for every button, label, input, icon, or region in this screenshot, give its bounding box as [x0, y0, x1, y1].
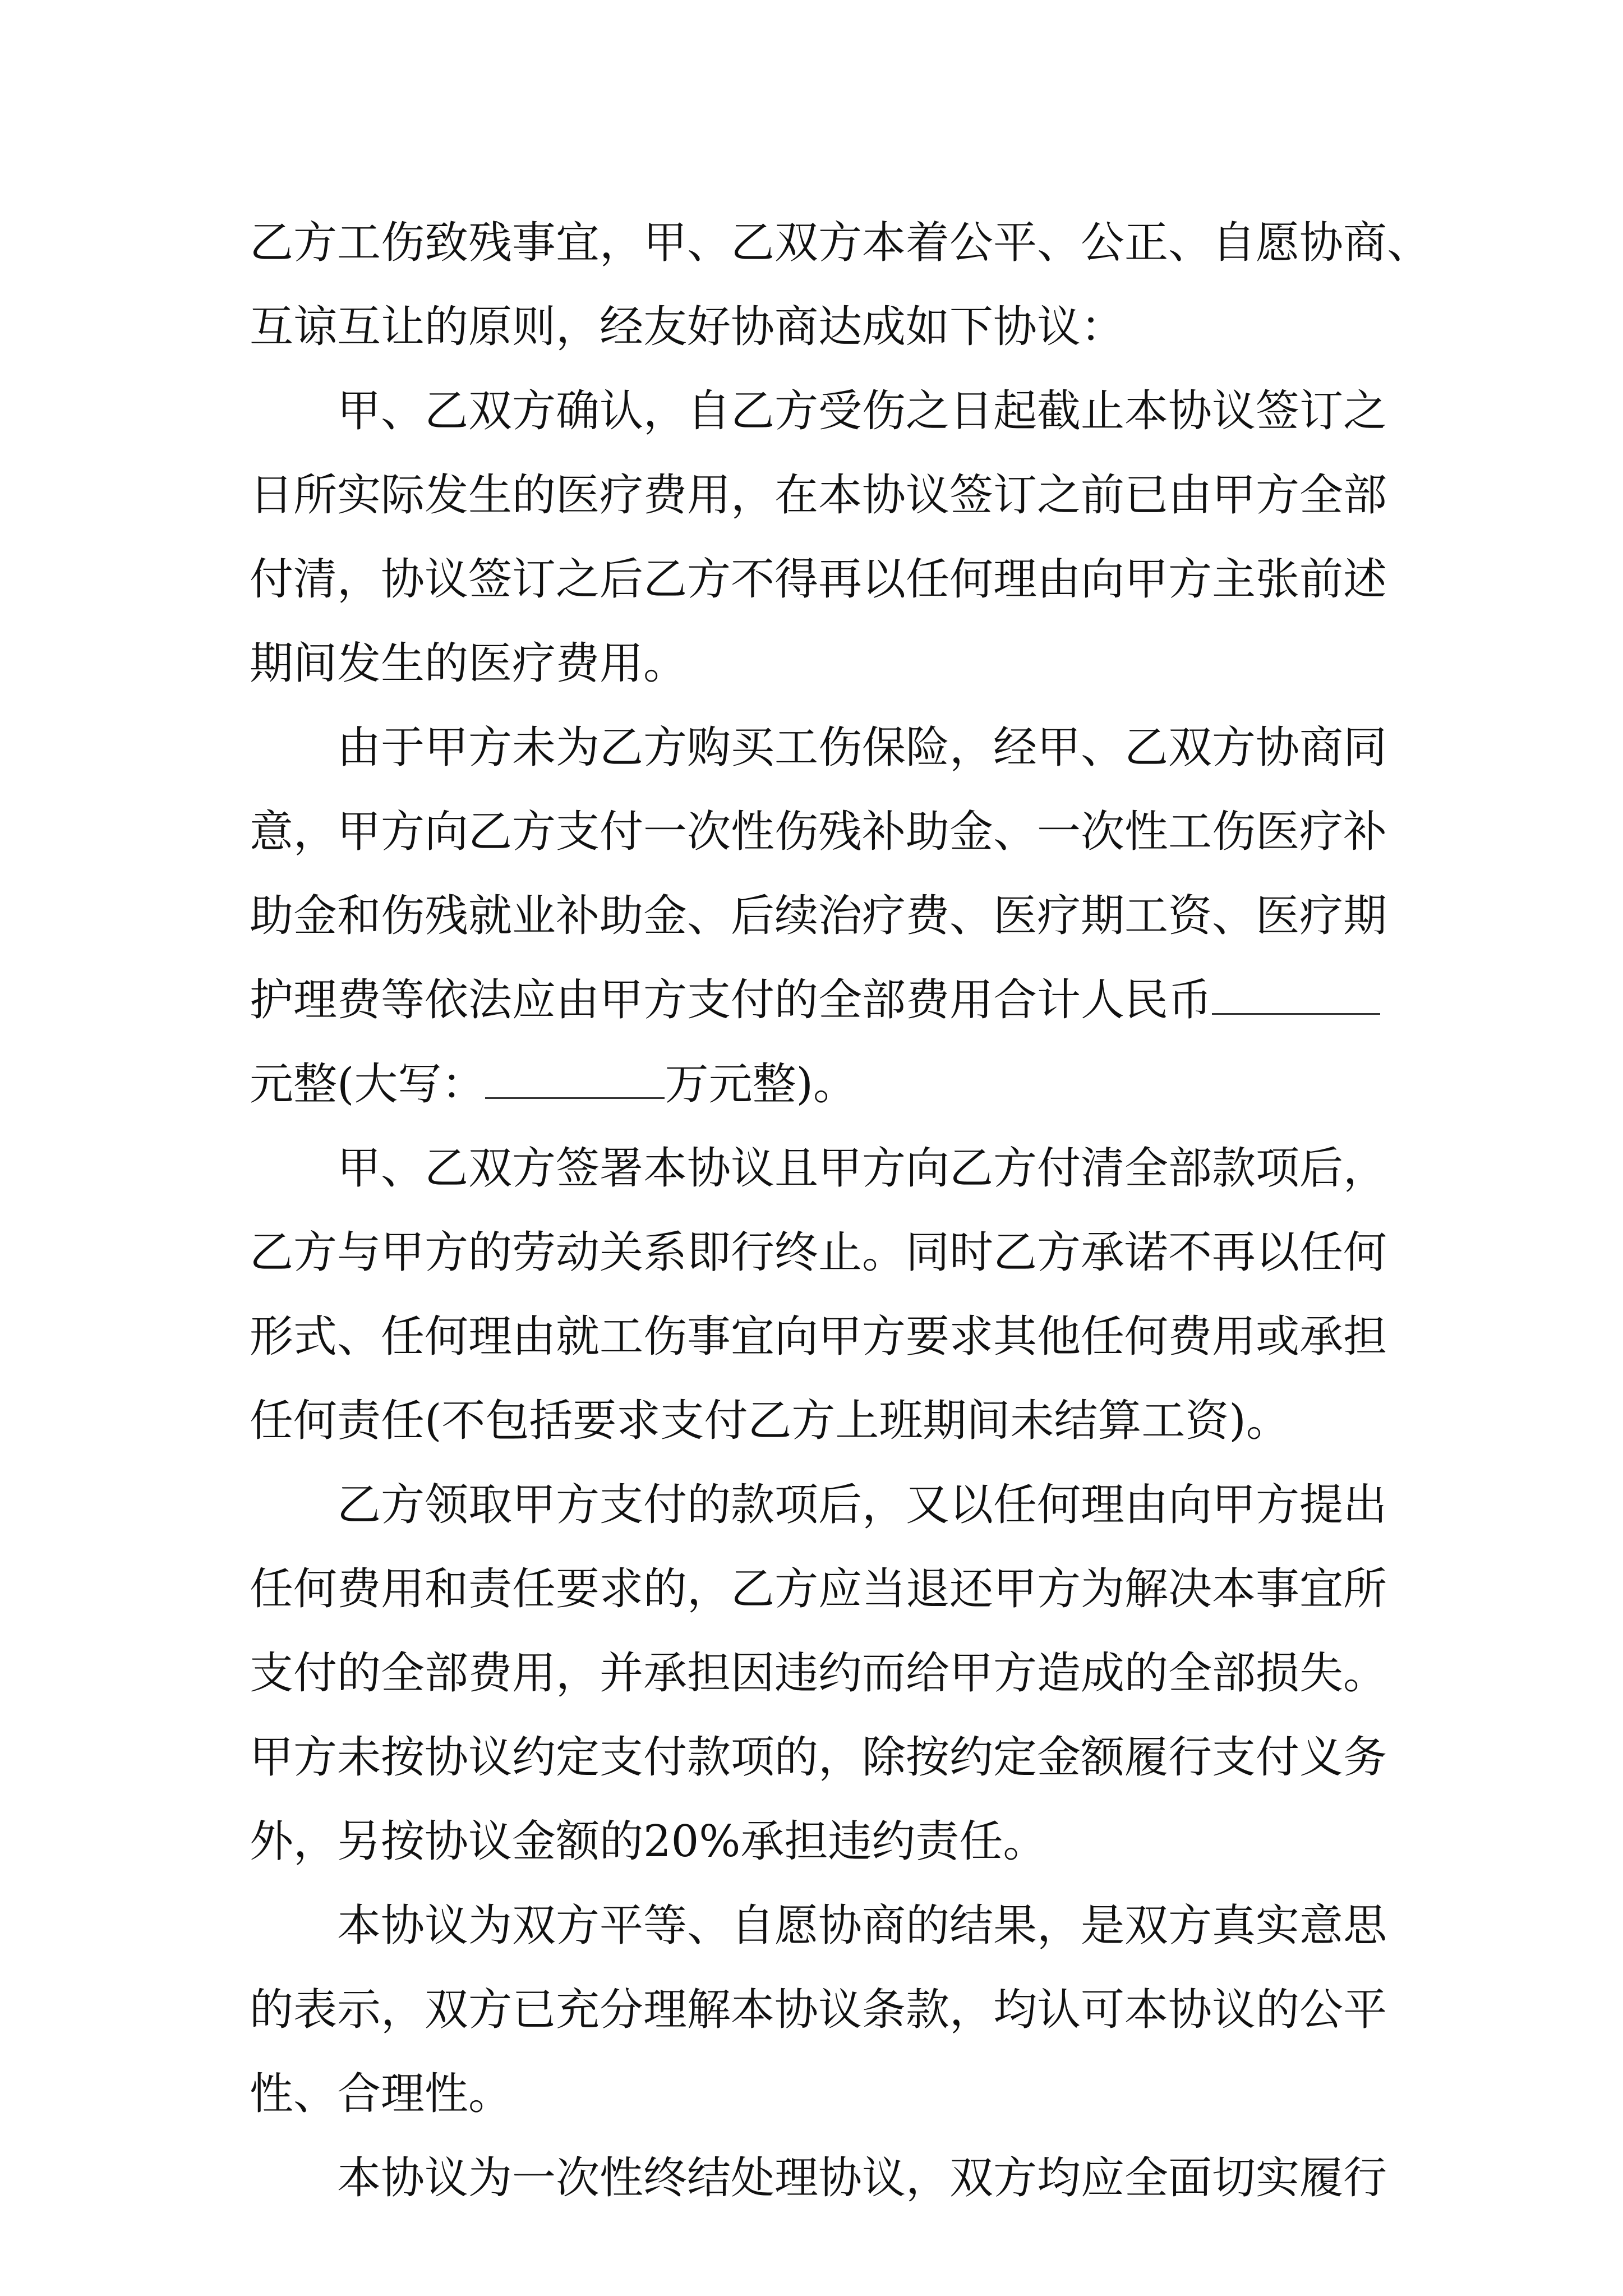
text-line: 互谅互让的原则，经友好协商达成如下协议： — [250, 302, 1125, 352]
text-line — [250, 958, 1371, 1042]
paragraph-breach-line: 乙方领取甲方支付的款项后，又以任何理由向甲方提出 — [337, 1480, 1387, 1530]
text-line — [250, 1042, 1371, 1126]
paragraph-medical-fees-line: 甲、乙双方确认，自乙方受伤之日起截止本协议签订之 — [337, 386, 1387, 436]
text-segment: 护理费等依法应由甲方支付的全部费用合计人民币 — [250, 975, 1212, 1025]
amount-in-words-blank — [485, 1062, 665, 1099]
text-segment: 元整(大写： — [250, 1059, 486, 1110]
text-line: 性、合理性。 — [250, 2069, 513, 2119]
paragraph-termination-line: 甲、乙双方签署本协议且甲方向乙方付清全部款项后， — [337, 1143, 1387, 1194]
paragraph-voluntary-line: 本协议为双方平等、自愿协商的结果，是双方真实意思 — [337, 1901, 1387, 1951]
text-line: 意，甲方向乙方支付一次性伤残补助金、一次性工伤医疗补 — [250, 807, 1387, 857]
text-line: 期间发生的医疗费用。 — [250, 638, 688, 689]
text-line: 助金和伤残就业补助金、后续治疗费、医疗期工资、医疗期 — [250, 891, 1387, 941]
text-line: 任何费用和责任要求的，乙方应当退还甲方为解决本事宜所 — [250, 1564, 1387, 1614]
text-line: 日所实际发生的医疗费用，在本协议签订之前已由甲方全部 — [250, 470, 1387, 521]
paragraph-final-settlement-line: 本协议为一次性终结处理协议，双方均应全面切实履行 — [337, 2153, 1387, 2203]
agreement-body — [250, 201, 1431, 2220]
text-line: 的表示，双方已充分理解本协议条款，均认可本协议的公平 — [250, 1985, 1387, 2035]
text-line: 乙方工伤致残事宜，甲、乙双方本着公平、公正、自愿协商、 — [250, 218, 1431, 268]
text-line: 形式、任何理由就工伤事宜向甲方要求其他任何费用或承担 — [250, 1312, 1387, 1362]
text-line: 任何责任(不包括要求支付乙方上班期间未结算工资)。 — [250, 1396, 1290, 1446]
text-segment: 万元整)。 — [665, 1059, 857, 1110]
amount-blank — [1212, 978, 1380, 1015]
text-line: 乙方与甲方的劳动关系即行终止。同时乙方承诺不再以任何 — [250, 1227, 1387, 1278]
text-line: 外，另按协议金额的20%承担违约责任。 — [250, 1816, 1047, 1867]
paragraph-compensation-line: 由于甲方未为乙方购买工伤保险，经甲、乙双方协商同 — [337, 723, 1387, 773]
text-line: 付清，协议签订之后乙方不得再以任何理由向甲方主张前述 — [250, 554, 1387, 605]
text-line: 支付的全部费用，并承担因违约而给甲方造成的全部损失。 — [250, 1648, 1387, 1699]
text-line: 甲方未按协议约定支付款项的，除按约定金额履行支付义务 — [250, 1732, 1387, 1783]
